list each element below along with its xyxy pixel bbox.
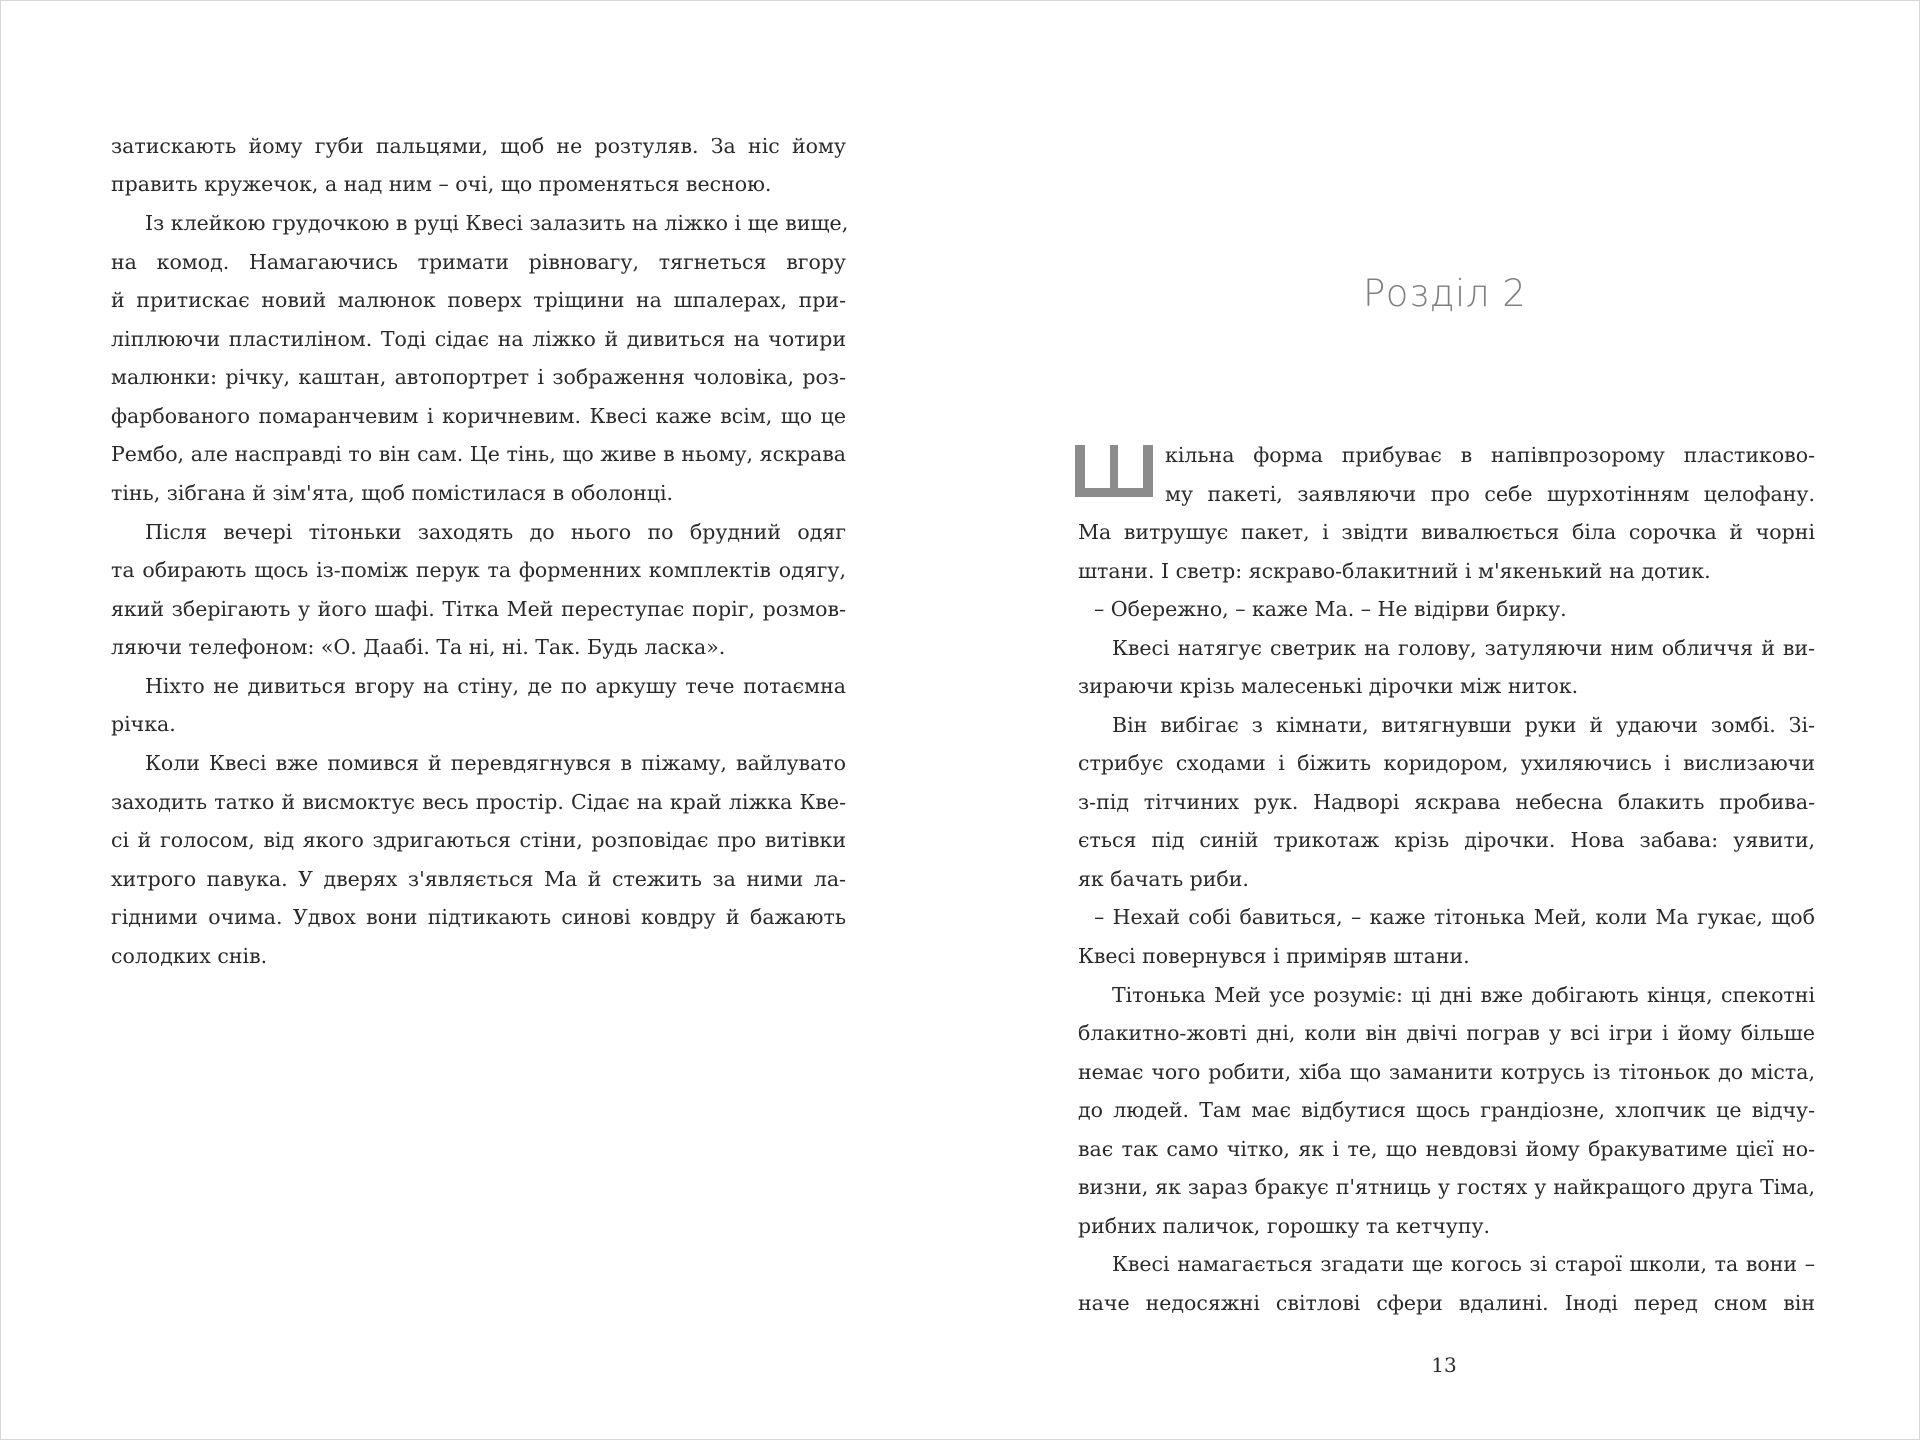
text-line: ліплюючи пластиліном. Тоді сідає на ліжко й дивиться на чотири [111, 327, 846, 351]
text-line: немає чого робити, хіба що заманити котрусь із тітоньок до міста, [1078, 1060, 1815, 1084]
text-line: Коли Квесі вже помився й перевдягнувся в піжаму, вайлувато [145, 751, 846, 775]
text-line: тінь, зібгана й зім'ята, щоб помістилася в оболонці. [111, 481, 674, 505]
text-line: му пакеті, заявляючи про себе шурхотінням целофану. [1165, 482, 1815, 506]
text-line: зираючи крізь малесенькі дірочки між ниток. [1078, 674, 1579, 698]
drop-cap [1073, 443, 1157, 499]
text-line: наче недосяжні світлові сфери вдалині. Іноді перед сном він [1078, 1291, 1815, 1315]
text-line: Ніхто не дивиться вгору на стіну, де по аркушу тече потаємна [145, 674, 846, 698]
text-line: з-під тітчиних рук. Надворі яскрава небесна блакить пробива- [1078, 790, 1815, 814]
text-line: заходить татко й висмоктує весь простір. Сідає на край ліжка Кве- [111, 790, 846, 814]
text-line: Ма витрушує пакет, і звідти вивалюється біла сорочка й чорні [1078, 520, 1815, 544]
text-line: Він вибігає з кімнати, витягнувши руки й удаючи зомбі. Зі- [1112, 713, 1815, 737]
text-line: Квесі намагається згадати ще когось зі старої школи, та вони – [1112, 1252, 1815, 1276]
text-line: – Обережно, – каже Ма. – Не відірви бирку. [1094, 597, 1567, 621]
text-line: Рембо, але насправді то він сам. Це тінь, що живе в ньому, яскрава [111, 442, 846, 466]
text-line: сі й голосом, від якого здригаються стіни, розповідає про витівки [111, 828, 846, 852]
text-line: – Нехай собі бавиться, – каже тітонька Мей, коли Ма гукає, щоб [1094, 905, 1815, 929]
text-line: та обирають щось із-поміж перук та форменних комплектів одягу, [111, 558, 846, 582]
text-line: кільна форма прибуває в напівпрозорому пластиково- [1165, 443, 1815, 467]
text-line: хитрого павука. У дверях з'являється Ма й стежить за ними ла- [111, 867, 846, 891]
text-line: рибних паличок, горошку та кетчупу. [1078, 1214, 1491, 1238]
text-line: який зберігають у його шафі. Тітка Мей переступає поріг, розмов- [111, 597, 846, 621]
text-line: ється під синій трикотаж крізь дірочки. Нова забава: уявити, [1078, 828, 1815, 852]
text-line: Після вечері тітоньки заходять до нього по брудний одяг [145, 520, 846, 544]
text-line: фарбованого помаранчевим і коричневим. Квесі каже всім, що це [111, 404, 846, 428]
text-line: Тітонька Мей усе розуміє: ці дні вже добігають кінця, спекотні [1112, 983, 1815, 1007]
text-line: Квесі повернувся і приміряв штани. [1078, 944, 1470, 968]
text-line: до людей. Там має відбутися щось грандіозне, хлопчик це відчу- [1078, 1098, 1815, 1122]
text-line: стрибує сходами і біжить коридором, ухиляючись і вислизаючи [1078, 751, 1815, 775]
text-line: й притискає новий малюнок поверх тріщини на шпалерах, при- [111, 288, 846, 312]
text-line: Квесі натягує светрик на голову, затуляючи ним обличчя й ви- [1112, 636, 1815, 660]
text-line: править кружечок, а над ним – очі, що променяться весною. [111, 172, 772, 196]
page-number: 13 [1431, 1353, 1457, 1377]
text-line: річка. [111, 712, 176, 736]
text-line: як бачать риби. [1078, 867, 1249, 891]
text-line: затискають йому губи пальцями, щоб не розтуляв. За ніс йому [111, 134, 846, 158]
text-line: Із клейкою грудочкою в руці Квесі залазить на ліжко і ще вище, [145, 211, 849, 235]
text-line: штани. І светр: яскраво-блакитний і м'якенький на дотик. [1078, 559, 1711, 583]
text-line: визни, як зараз бракує п'ятниць у гостях у найкращого друга Тіма, [1078, 1175, 1815, 1199]
text-line: на комод. Намагаючись тримати рівновагу, тягнеться вгору [111, 250, 846, 274]
text-line: малюнки: річку, каштан, автопортрет і зображення чоловіка, роз- [111, 365, 846, 389]
text-line: гідними очима. Удвох вони підтикають синові ковдру й бажають [111, 905, 846, 929]
text-line: солодких снів. [111, 944, 268, 968]
text-line: ляючи телефоном: «О. Даабі. Та ні, ні. Так. Будь ласка». [111, 635, 726, 659]
chapter-title: Розділ 2 [1363, 272, 1527, 315]
text-line: блакитно-жовті дні, коли він двічі пограв у всі ігри і йому більше [1078, 1021, 1815, 1045]
text-line: ває так само чітко, як і те, що невдовзі йому бракуватиме цієї но- [1078, 1137, 1815, 1161]
